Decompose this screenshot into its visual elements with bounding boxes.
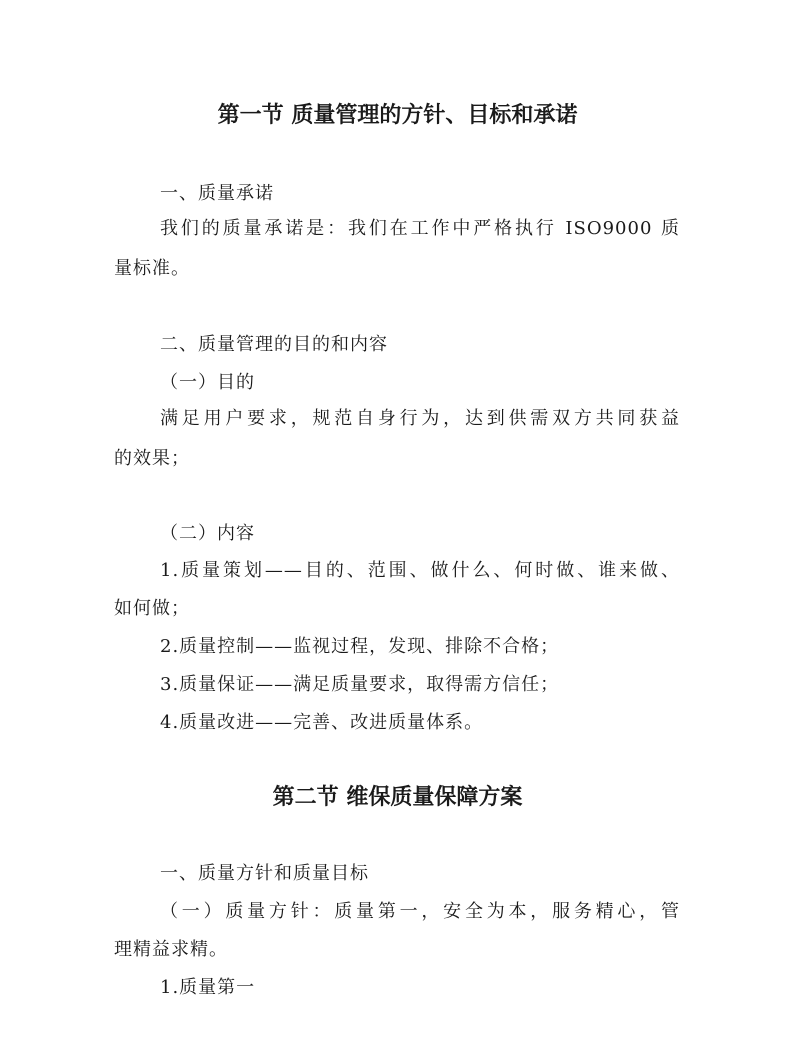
- purpose-text-line2: 的效果；: [114, 448, 190, 469]
- policy-heading: 一、质量方针和质量目标: [160, 863, 369, 884]
- management-heading: 二、质量管理的目的和内容: [160, 334, 388, 355]
- commitment-text-line2: 量标准。: [114, 258, 190, 279]
- purpose-text-line1: 满足用户要求，规范自身行为，达到供需双方共同获益: [160, 408, 680, 429]
- commitment-text-line1: 我们的质量承诺是：我们在工作中严格执行 ISO9000 质: [160, 218, 680, 239]
- content-item2: 2.质量控制——监视过程，发现、排除不合格；: [160, 636, 560, 657]
- content-heading: （二）内容: [160, 523, 255, 544]
- policy-item1: 1.质量第一: [160, 977, 256, 998]
- commitment-heading: 一、质量承诺: [160, 183, 274, 204]
- content-item1-line2: 如何做；: [114, 598, 190, 619]
- policy-subheading-line2: 理精益求精。: [114, 939, 228, 960]
- content-item3: 3.质量保证——满足质量要求，取得需方信任；: [160, 674, 560, 695]
- purpose-heading: （一）目的: [160, 372, 255, 393]
- content-item1-line1: 1.质量策划——目的、范围、做什么、何时做、谁来做、: [160, 560, 680, 581]
- policy-subheading-line1: （一）质量方针：质量第一，安全为本，服务精心，管: [160, 901, 680, 922]
- section1-title: 第一节 质量管理的方针、目标和承诺: [217, 103, 578, 128]
- content-item4: 4.质量改进——完善、改进质量体系。: [160, 712, 484, 733]
- section2-title: 第二节 维保质量保障方案: [272, 785, 523, 810]
